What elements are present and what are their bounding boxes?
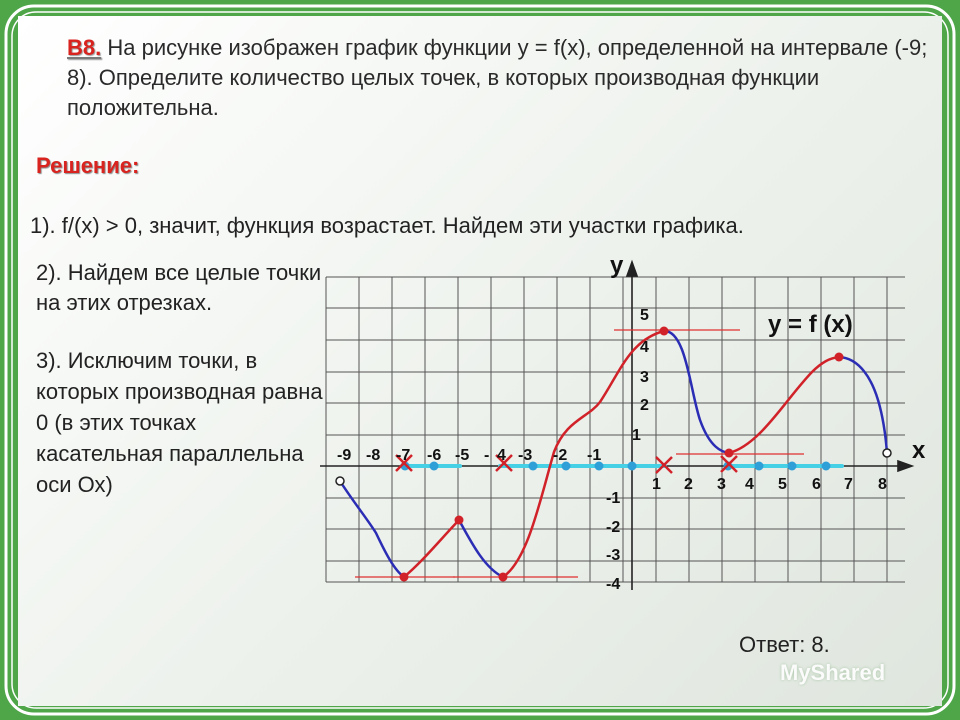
x-tick-2: 2 xyxy=(684,476,693,493)
x-tick-neg-9: -9 xyxy=(337,447,352,464)
curve-decreasing-4 xyxy=(839,357,887,453)
y-tick-neg-4: -4 xyxy=(606,576,621,593)
y-tick-3: 3 xyxy=(640,369,649,386)
x-tick-neg-5: -5 xyxy=(455,447,470,464)
x-tick-dash: - xyxy=(484,447,490,464)
step-2: 2). Найдем все целые точки на этих отрезках. xyxy=(36,260,322,315)
y-tick-1: 1 xyxy=(632,427,641,444)
x-axis-arrow xyxy=(898,461,912,471)
x-tick-4: 4 xyxy=(497,447,506,464)
answer: Ответ: 8. xyxy=(739,632,830,657)
y-tick-2: 2 xyxy=(640,397,649,414)
function-label: y = f (x) xyxy=(768,311,853,338)
tangent-lines xyxy=(355,330,804,577)
x-tick-neg-2: -2 xyxy=(553,447,568,464)
x-tick-neg-8: -8 xyxy=(366,447,381,464)
curve-increasing-3 xyxy=(729,357,839,453)
x-tick-1: 1 xyxy=(652,476,661,493)
y-axis-arrow xyxy=(627,262,637,276)
x-tick-8: 8 xyxy=(878,476,887,493)
y-tick-4: 4 xyxy=(640,339,649,356)
x-tick-neg-7: -7 xyxy=(396,447,411,464)
task-body: На рисунке изображен график функции y = f(x), определенной на интервале (-9; 8). Определите количество целых точек, в которых производная функции положительна. xyxy=(67,35,928,120)
task-label: B8. xyxy=(67,35,102,60)
x-tick-neg-1: -1 xyxy=(587,447,602,464)
x-tick-neg-6: -6 xyxy=(427,447,442,464)
solution-title: Решение: xyxy=(36,153,140,178)
x-tick-7: 7 xyxy=(844,476,853,493)
y-tick-neg-1: -1 xyxy=(606,490,621,507)
step-1: 1). f/(x) > 0, значит, функция возрастает. Найдем эти участки графика. xyxy=(30,213,744,238)
x-tick-neg-3: -3 xyxy=(518,447,533,464)
y-axis-label: y xyxy=(610,252,624,279)
y-tick-neg-2: -2 xyxy=(606,519,621,536)
step-3: 3). Исключим точки, в которых производная равна 0 (в этих точках касательная параллельна оси Ох) xyxy=(36,348,323,497)
y-tick-5: 5 xyxy=(640,307,649,324)
x-tick-5: 5 xyxy=(778,476,787,493)
x-tick-4-pos: 4 xyxy=(745,476,754,493)
y-tick-neg-3: -3 xyxy=(606,547,621,564)
x-tick-3: 3 xyxy=(717,476,726,493)
x-tick-6: 6 xyxy=(812,476,821,493)
x-axis-label: x xyxy=(912,437,926,464)
watermark: MyShared xyxy=(780,660,886,685)
